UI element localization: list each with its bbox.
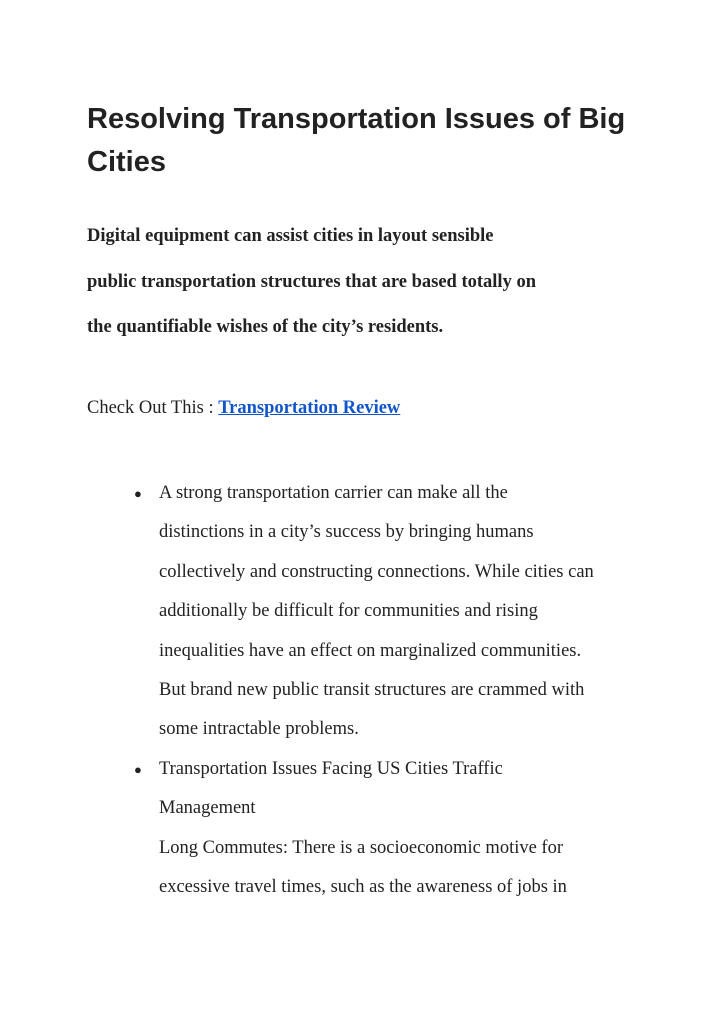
list-item [0,750,639,908]
subtitle-line: Digital equipment can assist cities in layout sensible [87,226,494,246]
list-item-line: inequalities have an effect on marginalized communities. [159,640,582,661]
list-item-line: some intractable problems. [159,719,359,740]
list-item-line: A strong transportation carrier can make all the [159,483,508,503]
list-item-line: Long Commutes: There is a socioeconomic motive for [159,837,564,858]
list-item-line: excessive travel times, such as the awareness of jobs in [159,877,567,898]
list-item-line: collectively and constructing connections. While cities can [159,561,594,582]
list-item-line: But brand new public transit structures are crammed with [159,680,585,701]
list-item-line: Transportation Issues Facing US Cities Traffic [159,758,503,779]
bullet-list [0,474,639,907]
list-item-line: additionally be difficult for communities and rising [159,601,538,622]
transportation-review-link[interactable]: Transportation Review [218,398,401,418]
subtitle-line: public transportation structures that are based totally on [87,271,536,292]
bullet-dot-icon: ● [134,486,142,501]
list-item [0,474,639,750]
checkout-prefix: Check Out This : [87,398,219,418]
document-subtitle [87,214,647,351]
bullet-dot-icon: ● [134,761,142,777]
list-item-line: distinctions in a city’s success by bringing humans [159,522,534,543]
subtitle-line: the quantifiable wishes of the city’s residents. [87,317,444,337]
document-title: Resolving Transportation Issues of Big Cities [87,103,626,178]
list-item-line: Management [159,798,256,819]
checkout-line [87,394,400,422]
